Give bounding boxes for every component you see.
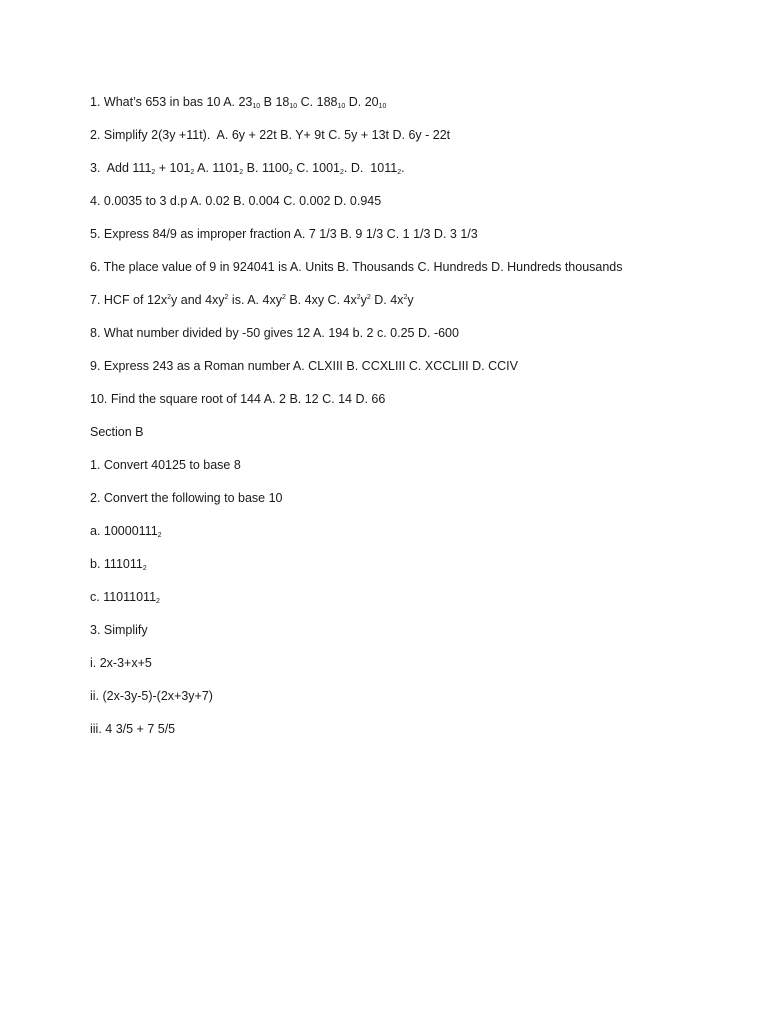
question-line: 7. HCF of $12x^2y$ and $4xy^2$ is. A. $4xy^2$ B. 4xy C. $4x^2y^2$ D. $4x^2y$ [90,293,414,307]
question-line: ii. (2x-3y-5)-(2x+3y+7) [90,689,213,703]
question-line: 9. Express 243 as a Roman number A. CLXIII B. CCXLIII C. XCCLIII D. CCIV [90,359,518,373]
question-list [90,91,730,751]
question-line: b. $111011_2$ [90,557,147,572]
question-line: 3. Add $111_2 + 101_2$ A. $1101_2$ B. $1100_2$ C. $1001_2$. D. $1011_2$. [90,161,405,176]
question-line: iii. 4 3/5 + 7 5/5 [90,722,176,736]
question-line: c. $11011011_2$ [90,590,160,605]
question-line: 10. Find the square root of 144 A. 2 B. 12 C. 14 D. 66 [90,392,386,406]
question-line: 3. Simplify [90,623,148,637]
question-line: a. $10000111_2$ [90,524,162,539]
question-line: 6. The place value of 9 in 924041 is A. Units B. Thousands C. Hundreds D. Hundreds thousands [90,260,623,274]
question-line: 1. What’s 653 in bas 10 A. $23_{10}$ B $18_{10}$ C. $188_{10}$ D. $20_{10}$ [90,95,387,110]
question-line: 2. Simplify 2(3y +11t). A. 6y + 22t B. Y+ 9t C. 5y + 13t D. 6y - 22t [90,128,451,142]
question-line: 8. What number divided by -50 gives 12 A. 194 b. 2 c. 0.25 D. -600 [90,326,459,340]
question-line: 1. Convert 40125 to base 8 [90,458,241,472]
question-line: 5. Express 84/9 as improper fraction A. 7 1/3 B. 9 1/3 C. 1 1/3 D. 3 1/3 [90,227,478,241]
question-line: i. 2x-3+x+5 [90,656,152,670]
question-line: 2. Convert the following to base 10 [90,491,283,505]
question-line: 4. 0.0035 to 3 d.p A. 0.02 B. 0.004 C. 0.002 D. 0.945 [90,194,382,208]
section-heading: Section B [90,425,144,439]
